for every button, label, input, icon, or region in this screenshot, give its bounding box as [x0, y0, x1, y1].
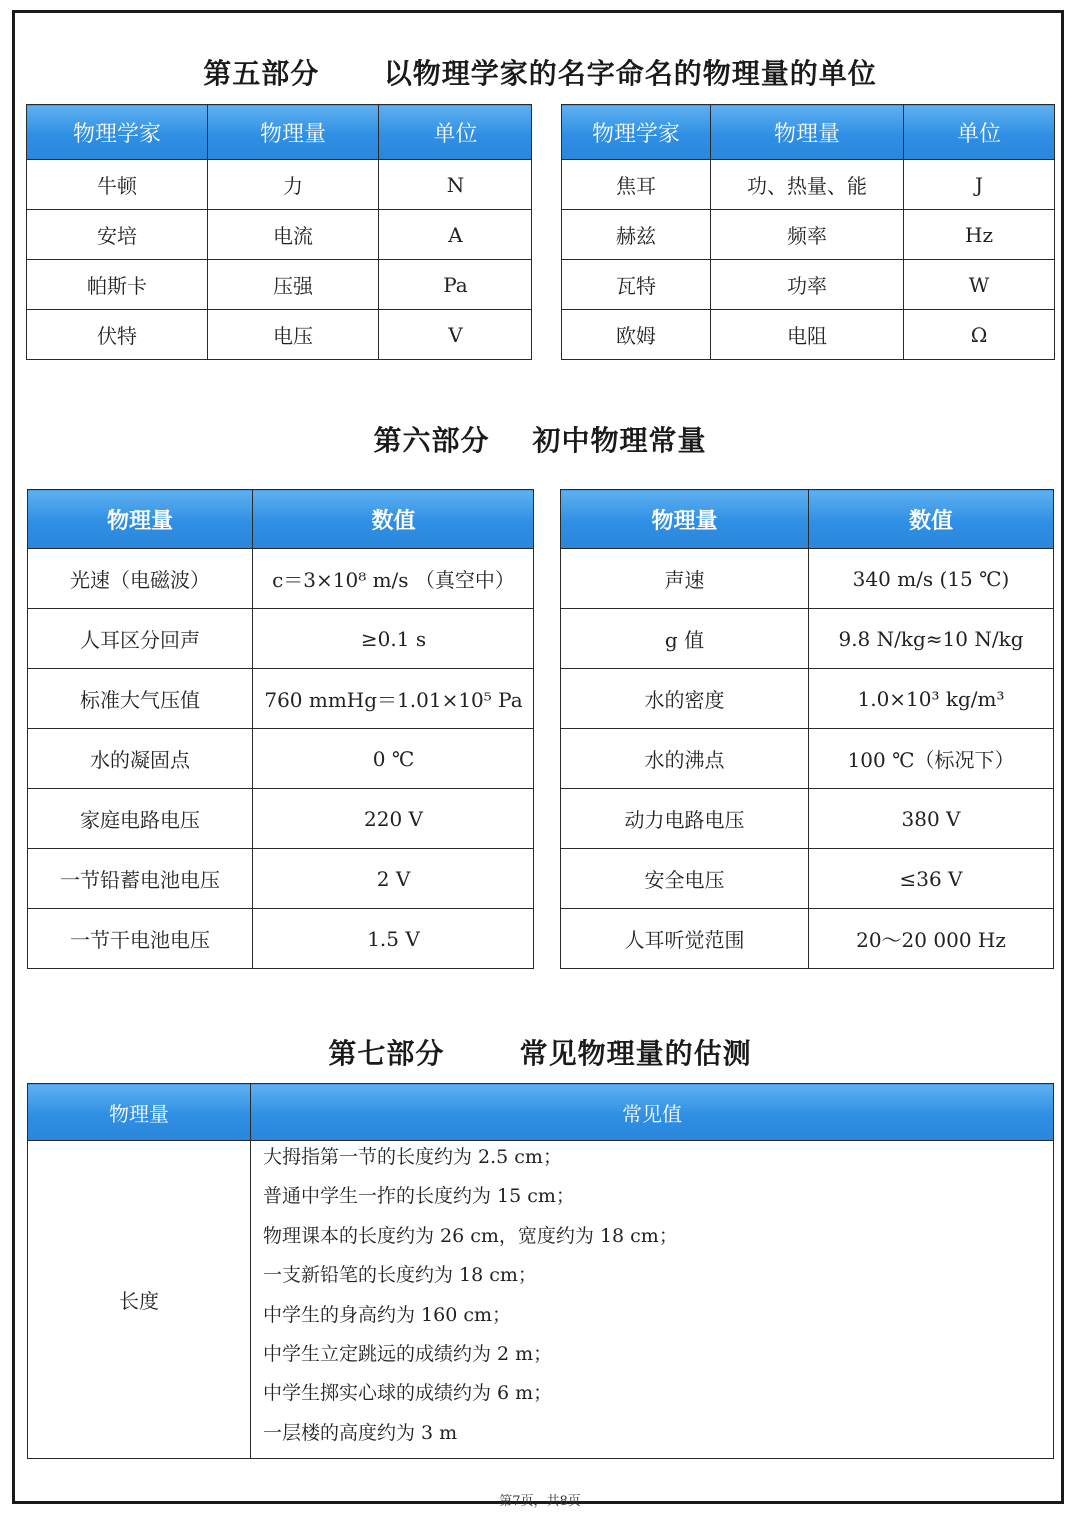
- quantity-cell: 压强: [208, 260, 379, 310]
- table-gap: [533, 489, 561, 969]
- physicist-cell: 瓦特: [562, 260, 711, 310]
- quantity-cell: 功率: [711, 260, 904, 310]
- quantity-cell: 一节干电池电压: [28, 909, 253, 969]
- list-item: 一层楼的高度约为 3 m: [263, 1421, 458, 1444]
- quantity-cell: 人耳听觉范围: [561, 909, 809, 969]
- unit-cell: Ω: [904, 310, 1055, 360]
- header-unit: 单位: [904, 105, 1055, 160]
- table-row: [28, 669, 535, 729]
- quantity-cell: 家庭电路电压: [28, 789, 253, 849]
- part6-title: 第六部分 初中物理常量: [373, 424, 707, 457]
- list-item: 中学生的身高约为 160 cm；: [263, 1303, 512, 1326]
- quantity-cell: 光速（电磁波）: [28, 549, 253, 609]
- unit-cell: V: [379, 310, 533, 360]
- value-cell: ≥0.1 s: [253, 609, 535, 669]
- list-item: 普通中学生一拃的长度约为 15 cm；: [263, 1185, 575, 1208]
- part5-title: 第五部分 以物理学家的名字命名的物理量的单位: [203, 57, 877, 90]
- quantity-cell: 电流: [208, 210, 379, 260]
- table-row: [562, 260, 1055, 310]
- value-cell: 9.8 N/kg≈10 N/kg: [809, 609, 1054, 669]
- value-cell: 0 ℃: [253, 729, 535, 789]
- quantity-cell: 人耳区分回声: [28, 609, 253, 669]
- quantity-cell: 长度: [28, 1141, 251, 1459]
- list-item: 物理课本的长度约为 26 cm，宽度约为 18 cm；: [263, 1224, 678, 1247]
- value-cell: 2 V: [253, 849, 535, 909]
- table-row: [28, 549, 535, 609]
- part7-table: [27, 1083, 1054, 1459]
- table-row: [562, 160, 1055, 210]
- part5-table-right: [561, 104, 1055, 360]
- table-row: [27, 260, 533, 310]
- header-physicist: 物理学家: [562, 105, 711, 160]
- table-row: [561, 909, 1054, 969]
- header-quantity: 物理量: [561, 490, 809, 549]
- quantity-cell: 功、热量、能: [711, 160, 904, 210]
- quantity-cell: 水的沸点: [561, 729, 809, 789]
- quantity-cell: 力: [208, 160, 379, 210]
- list-item: 一支新铅笔的长度约为 18 cm；: [263, 1264, 537, 1287]
- value-cell: 760 mmHg＝1.01×10⁵ Pa: [253, 669, 535, 729]
- quantity-cell: 电压: [208, 310, 379, 360]
- unit-cell: J: [904, 160, 1055, 210]
- quantity-cell: 水的凝固点: [28, 729, 253, 789]
- quantity-cell: 电阻: [711, 310, 904, 360]
- physicist-cell: 牛顿: [27, 160, 208, 210]
- header-value: 数值: [253, 490, 535, 549]
- quantity-cell: 安全电压: [561, 849, 809, 909]
- header-physicist: 物理学家: [27, 105, 208, 160]
- value-cell: ≤36 V: [809, 849, 1054, 909]
- table-row: [561, 609, 1054, 669]
- table-row: [28, 909, 535, 969]
- table-row: [561, 729, 1054, 789]
- part7-title: 第七部分 常见物理量的估测: [328, 1037, 752, 1070]
- table-row: [561, 669, 1054, 729]
- quantity-cell: 声速: [561, 549, 809, 609]
- part6-table-left: [27, 489, 535, 969]
- table-row: [27, 160, 533, 210]
- part5-table-left: [26, 104, 533, 360]
- table-row: [561, 549, 1054, 609]
- value-cell: 20～20 000 Hz: [809, 909, 1054, 969]
- value-cell: 380 V: [809, 789, 1054, 849]
- quantity-cell: 标准大气压值: [28, 669, 253, 729]
- header-value: 数值: [809, 490, 1054, 549]
- table-row: [28, 609, 535, 669]
- unit-cell: A: [379, 210, 533, 260]
- physicist-cell: 伏特: [27, 310, 208, 360]
- header-quantity: 物理量: [28, 1084, 251, 1141]
- table-row: [28, 729, 535, 789]
- quantity-cell: g 值: [561, 609, 809, 669]
- physicist-cell: 欧姆: [562, 310, 711, 360]
- header-quantity: 物理量: [711, 105, 904, 160]
- quantity-cell: 动力电路电压: [561, 789, 809, 849]
- common-values-list: [251, 1141, 1054, 1459]
- table-row: [562, 310, 1055, 360]
- quantity-cell: 频率: [711, 210, 904, 260]
- physicist-cell: 安培: [27, 210, 208, 260]
- header-unit: 单位: [379, 105, 533, 160]
- table-row: [28, 849, 535, 909]
- table-row: [28, 789, 535, 849]
- list-item: 中学生掷实心球的成绩约为 6 m；: [263, 1382, 553, 1405]
- physicist-cell: 焦耳: [562, 160, 711, 210]
- header-common-value: 常见值: [251, 1084, 1054, 1141]
- table-gap: [531, 104, 562, 360]
- header-quantity: 物理量: [208, 105, 379, 160]
- value-cell: 1.0×10³ kg/m³: [809, 669, 1054, 729]
- header-quantity: 物理量: [28, 490, 253, 549]
- value-cell: 220 V: [253, 789, 535, 849]
- unit-cell: W: [904, 260, 1055, 310]
- part6-table-right: [560, 489, 1054, 969]
- page-footer: 第7页，共8页: [499, 1494, 581, 1509]
- table-row: [561, 849, 1054, 909]
- unit-cell: Pa: [379, 260, 533, 310]
- unit-cell: Hz: [904, 210, 1055, 260]
- table-row: [561, 789, 1054, 849]
- value-cell: c＝3×10⁸ m/s （真空中）: [253, 549, 535, 609]
- physicist-cell: 帕斯卡: [27, 260, 208, 310]
- value-cell: 100 ℃（标况下）: [809, 729, 1054, 789]
- unit-cell: N: [379, 160, 533, 210]
- table-row: [27, 310, 533, 360]
- value-cell: 340 m/s (15 ℃): [809, 549, 1054, 609]
- list-item: 大拇指第一节的长度约为 2.5 cm；: [263, 1146, 562, 1168]
- table-row: [27, 210, 533, 260]
- physicist-cell: 赫兹: [562, 210, 711, 260]
- quantity-cell: 水的密度: [561, 669, 809, 729]
- quantity-cell: 一节铅蓄电池电压: [28, 849, 253, 909]
- table-row: [562, 210, 1055, 260]
- list-item: 中学生立定跳远的成绩约为 2 m；: [263, 1342, 553, 1365]
- value-cell: 1.5 V: [253, 909, 535, 969]
